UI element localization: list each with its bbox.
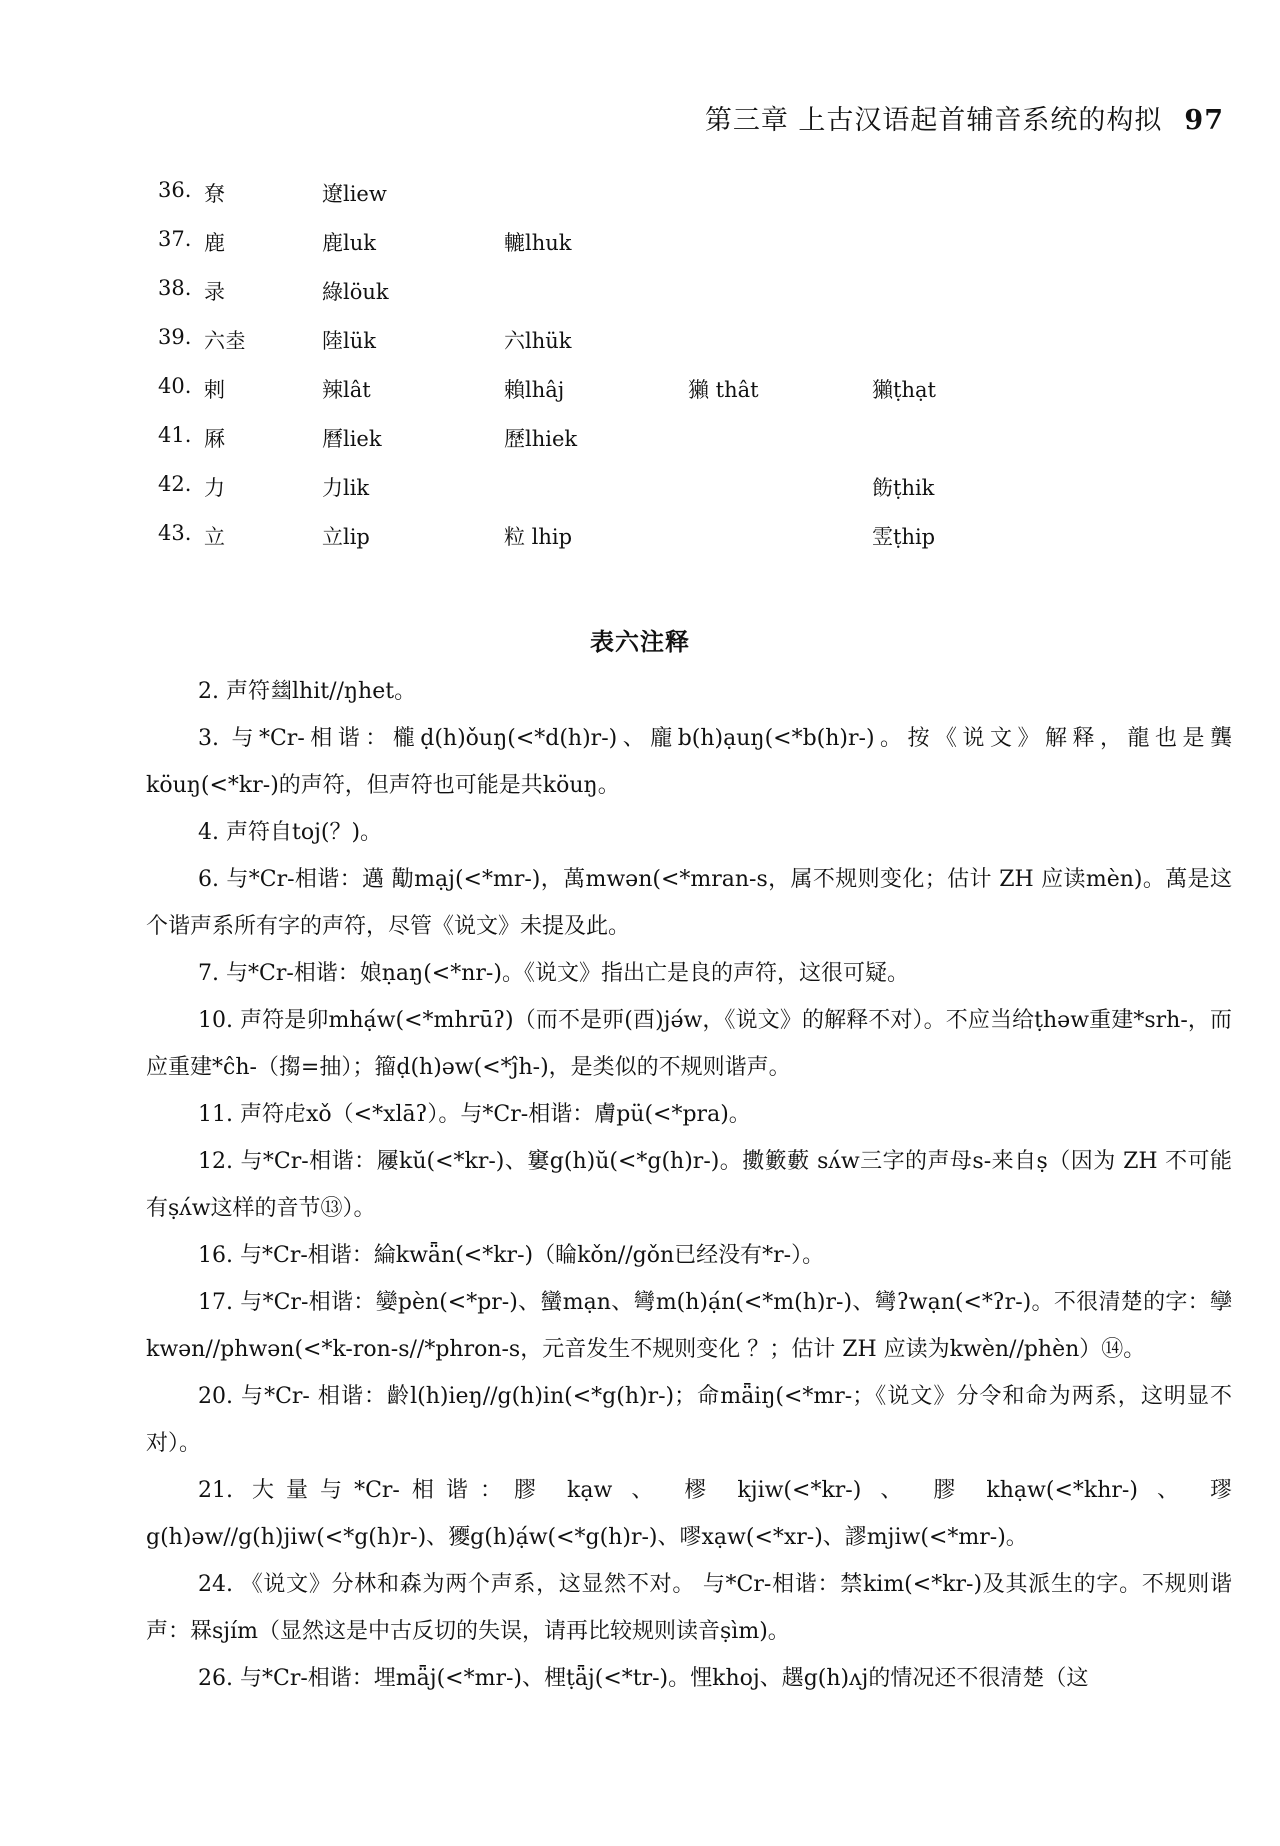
table-row	[0, 374, 1280, 423]
cell-col2: 六lhük	[504, 329, 572, 353]
cell-col4: 雴ṭhip	[872, 525, 936, 549]
cell-col1: 綠löuk	[322, 280, 389, 304]
cell-col1: 遼liew	[322, 182, 387, 206]
note-paragraph: 10. 声符是卯mhạ́w(<*mhrūʔ)（而不是丣(酉)jǝ́w，《说文》的解释不对）。不应当给ṭhəw重建*srh-，而应重建*ĉh-（搊=抽）；籀ḍ(h)əw(<*ĵh-)，是类似的不规则谐声。	[146, 1008, 1232, 1080]
phonetic-series: 鹿	[204, 231, 225, 255]
cell-col4: 獺ṭhạt	[872, 378, 936, 402]
note-paragraph: 6. 与*Cr-相谐：邁 勱mạj(<*mr-)，萬mwən(<*mran-s，属不规则变化；估计 ZH 应读mèn)。萬是这个谐声系所有字的声符，尽管《说文》未提及此。	[146, 867, 1232, 939]
phonetic-series: 厤	[204, 427, 225, 451]
cell-col4: 飭ṭhik	[872, 476, 935, 500]
cell-col2: 歷lhiek	[504, 427, 578, 451]
cell-col1: 鹿luk	[322, 231, 376, 255]
table-row	[0, 472, 1280, 521]
note-paragraph: 11. 声符虍xǒ（<*xlāʔ）。与*Cr-相谐：膚pü(<*pra)。	[198, 1102, 751, 1127]
note-paragraph: 16. 与*Cr-相谐：綸kwǟn(<*kr-)（睔kǒn//gǒn已经没有*r-）。	[198, 1243, 825, 1268]
chapter-title: 第三章 上古汉语起首辅音系统的构拟	[704, 105, 1163, 136]
table-row	[0, 227, 1280, 276]
row-number: 39.	[158, 325, 192, 349]
running-header	[705, 98, 1224, 137]
cell-col3: 獺 thât	[688, 378, 759, 402]
table-row	[0, 178, 1280, 227]
phonetic-series: 六坴	[204, 329, 246, 353]
row-number: 40.	[158, 374, 192, 398]
notes-section	[146, 668, 1232, 1702]
table-row	[0, 325, 1280, 374]
cell-col2: 粒 lhip	[504, 525, 573, 549]
row-number: 38.	[158, 276, 192, 300]
table-row	[0, 423, 1280, 472]
note-paragraph: 20. 与*Cr- 相谐：齡l(h)ieŋ//g(h)in(<*g(h)r-)；命mǟiŋ(<*mr-；《说文》分令和命为两系，这明显不对）。	[146, 1384, 1232, 1456]
cell-col1: 陸lük	[322, 329, 376, 353]
note-paragraph: 24. 《说文》分林和森为两个声系，这显然不对。 与*Cr-相谐：禁kim(<*kr-)及其派生的字。不规则谐声：罧sjím（显然这是中古反切的失误，请再比较规则读音ṣìm)。	[146, 1572, 1232, 1644]
page-number: 97	[1184, 105, 1224, 136]
note-paragraph: 12. 与*Cr-相谐：屨kŭ(<*kr-)、窶g(h)ŭ(<*g(h)r-)。擻籔藪 sʌ́w三字的声母s-来自ṣ（因为 ZH 不可能有ṣʌ́w这样的音节⑬）。	[146, 1149, 1232, 1221]
note-paragraph: 7. 与*Cr-相谐：娘ṇaŋ(<*nr-)。《说文》指出亡是良的声符，这很可疑。	[198, 961, 909, 986]
xiesheng-table	[0, 178, 1280, 570]
cell-col1: 力lik	[322, 476, 370, 500]
notes-title: 表六注释	[590, 627, 690, 656]
row-number: 41.	[158, 423, 192, 447]
phonetic-series: 尞	[204, 182, 225, 206]
row-number: 42.	[158, 472, 192, 496]
cell-col2: 轆lhuk	[504, 231, 572, 255]
note-paragraph: 4. 声符自toj(？)。	[198, 820, 383, 845]
cell-col1: 辣lât	[322, 378, 371, 402]
note-paragraph: 3. 与*Cr-相谐：櫳ḍ(h)ǒuŋ(<*d(h)r-)、龐b(h)ạuŋ(<*b(h)r-)。按《说文》解释，龍也是龔köuŋ(<*kr-)的声符，但声符也可能是共köuŋ。	[146, 726, 1232, 798]
note-paragraph: 17. 与*Cr-相谐：孌pèn(<*pr-)、蠻mạn、彎m(h)ạ́n(<*m(h)r-)、彎ʔwạn(<*ʔr-)。不很清楚的字：孿kwən//phwən(<*k-ron-s//*phron-s，元音发生不规则变化 ？；估计 ZH 应读为kwèn//phèn）⑭。	[146, 1290, 1232, 1362]
table-row	[0, 276, 1280, 325]
phonetic-series: 力	[204, 476, 225, 500]
table-row	[0, 521, 1280, 570]
cell-col1: 曆liek	[322, 427, 382, 451]
row-number: 37.	[158, 227, 192, 251]
row-number: 36.	[158, 178, 192, 202]
note-paragraph: 21. 大量与*Cr-相谐：膠 kạw 、 樛 kjiw(<*kr-) 、 膠 khạw(<*khr-) 、 璆g(h)əw//g(h)jiw(<*g(h)r-)、獿g(h)ạ́w(<*g(h)r-)、嘐xạw(<*xr-)、謬mjiw(<*mr-)。	[146, 1478, 1232, 1550]
cell-col1: 立lip	[322, 525, 370, 549]
note-paragraph: 2. 声符𢇍lhit//ŋhet。	[198, 679, 417, 704]
row-number: 43.	[158, 521, 192, 545]
note-paragraph: 26. 与*Cr-相谐：埋mǟj(<*mr-)、梩ṭǟj(<*tr-)。悝khoj、趩g(h)ʌj的情况还不很清楚（这	[198, 1666, 1089, 1691]
phonetic-series: 立	[204, 525, 225, 549]
cell-col2: 賴lhâj	[504, 378, 565, 402]
phonetic-series: 录	[204, 280, 225, 304]
phonetic-series: 剌	[204, 378, 225, 402]
